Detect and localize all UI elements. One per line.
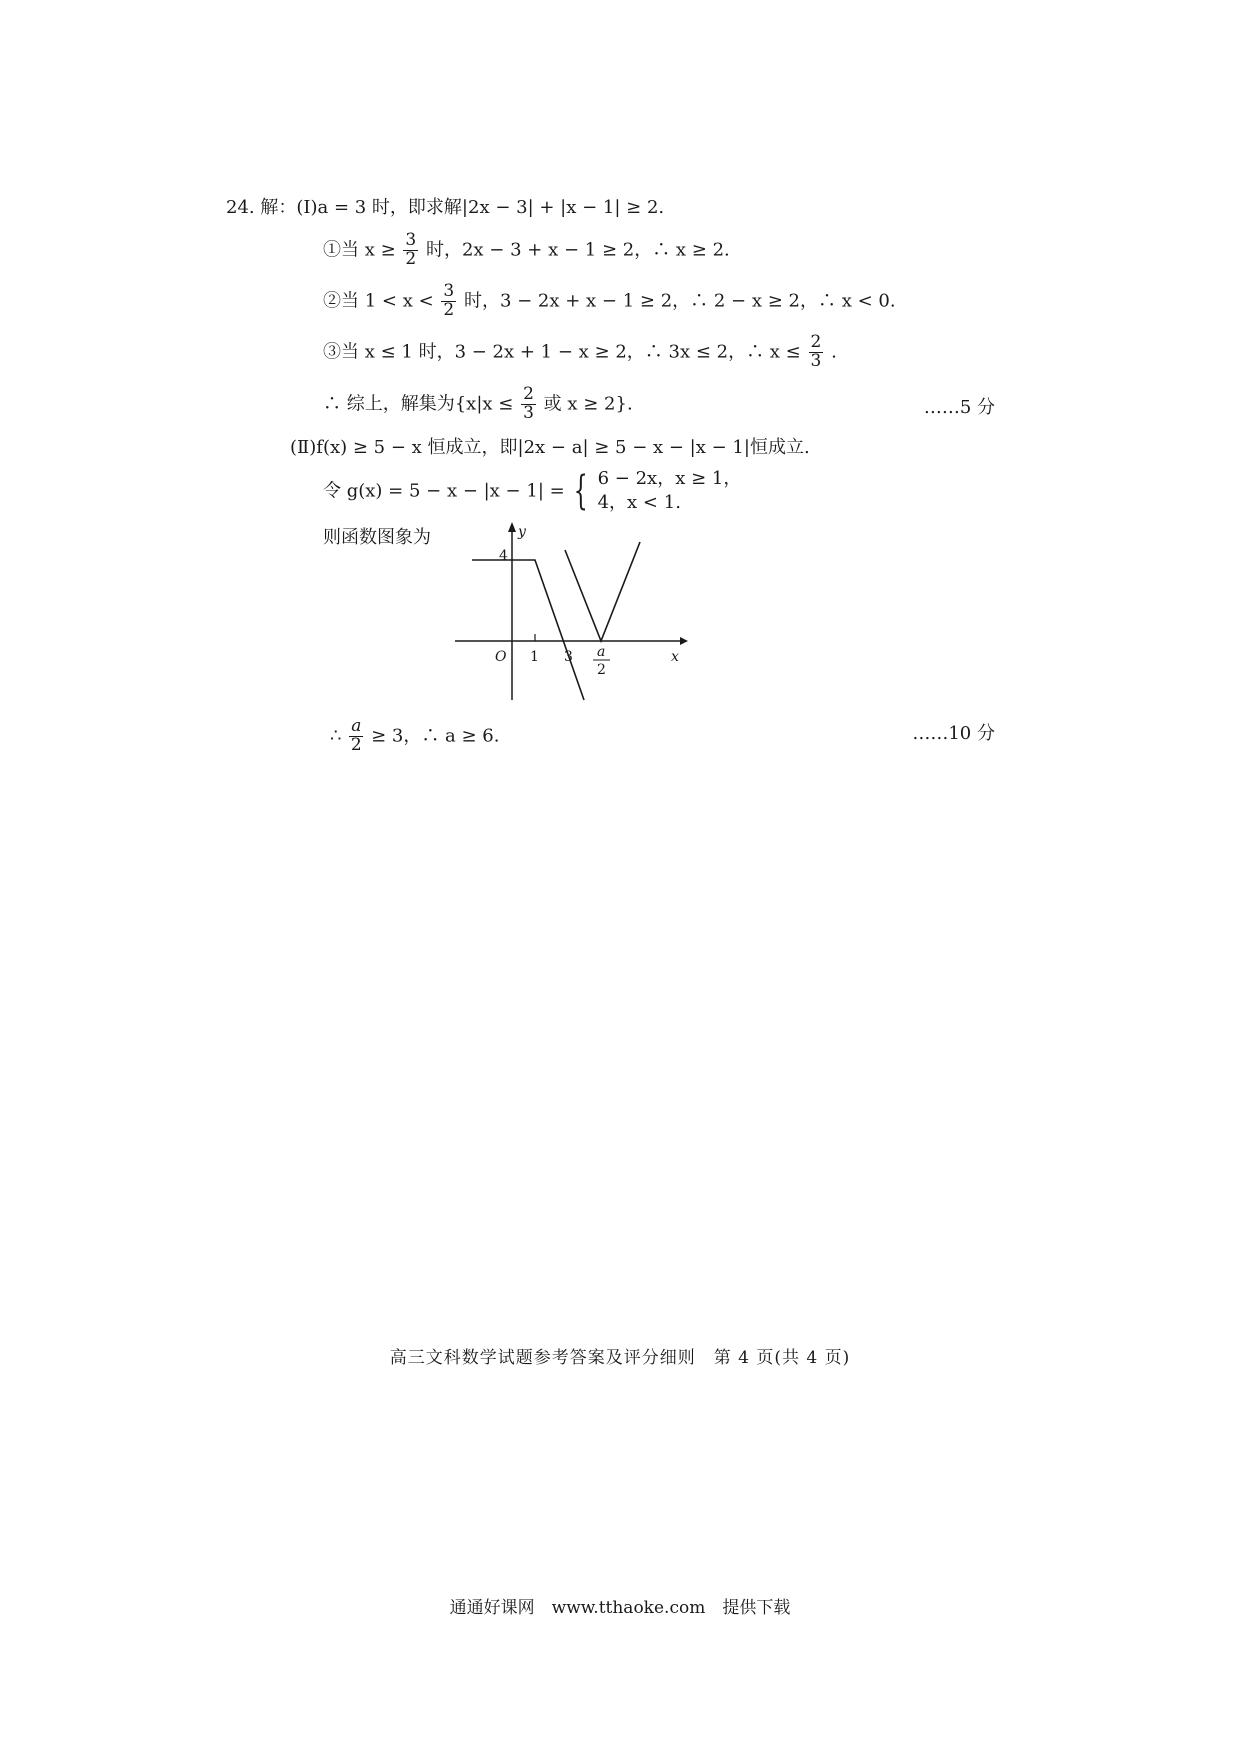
label-y: y bbox=[518, 524, 526, 540]
case-1-pre: ①当 x ≥ bbox=[323, 239, 396, 261]
summary-post: 或 x ≥ 2}. bbox=[543, 393, 633, 415]
left-brace: { bbox=[574, 468, 589, 515]
graph-intro: 则函数图象为 bbox=[323, 527, 431, 548]
x-axis-arrow bbox=[680, 637, 688, 645]
part1-heading: 24. 解：(Ⅰ)a = 3 时，即求解|2x − 3| + |x − 1| ≥ 2. bbox=[226, 197, 665, 218]
case-1 bbox=[323, 232, 730, 269]
case-1-fraction bbox=[403, 232, 418, 269]
label-origin: O bbox=[495, 649, 507, 665]
case-1-num: 3 bbox=[405, 230, 417, 250]
case-3-num: 2 bbox=[810, 332, 822, 352]
summary-fraction bbox=[521, 386, 536, 423]
part2-heading: (Ⅱ)f(x) ≥ 5 − x 恒成立，即|2x − a| ≥ 5 − x − |x − 1|恒成立. bbox=[290, 437, 810, 458]
label-x: x bbox=[671, 649, 679, 665]
summary-pre: ∴ 综上，解集为{x|x ≤ bbox=[323, 393, 514, 415]
label-2: 2 bbox=[597, 662, 606, 678]
score-5: ……5 分 bbox=[923, 397, 995, 418]
function-graph bbox=[455, 520, 685, 710]
g-case-1: 6 − 2x，x ≥ 1， bbox=[597, 468, 742, 489]
conclusion-fraction bbox=[349, 718, 363, 755]
case-1-den: 2 bbox=[405, 248, 417, 269]
case-2 bbox=[323, 283, 896, 320]
summary bbox=[323, 386, 633, 423]
case-3-fraction bbox=[809, 334, 824, 371]
summary-num: 2 bbox=[523, 384, 534, 404]
case-2-pre: ②当 1 < x < bbox=[323, 290, 434, 312]
case-3-post: . bbox=[831, 341, 837, 363]
download-watermark: 通通好课网 www.tthaoke.com 提供下载 bbox=[449, 1598, 791, 1618]
label-4: 4 bbox=[499, 548, 508, 564]
g-cases bbox=[598, 467, 742, 516]
g-case-2: 4，x < 1. bbox=[597, 492, 681, 514]
score-10: ……10 分 bbox=[912, 723, 995, 744]
case-2-num: 3 bbox=[443, 281, 455, 301]
conclusion-num: a bbox=[351, 716, 362, 736]
conclusion-den: 2 bbox=[350, 734, 362, 755]
label-1: 1 bbox=[530, 649, 539, 665]
conclusion-pre: ∴ bbox=[330, 725, 342, 747]
case-2-post: 时，3 − 2x + x − 1 ≥ 2，∴ 2 − x ≥ 2，∴ x < 0. bbox=[463, 290, 896, 312]
case-3 bbox=[323, 334, 837, 371]
conclusion bbox=[330, 718, 499, 755]
g-definition bbox=[323, 467, 741, 516]
y-axis-arrow bbox=[508, 522, 516, 532]
g-graph bbox=[472, 560, 584, 700]
page-footer: 高三文科数学试题参考答案及评分细则 第 4 页(共 4 页) bbox=[389, 1348, 851, 1368]
case-3-den: 3 bbox=[810, 350, 822, 371]
case-1-post: 时，2x − 3 + x − 1 ≥ 2，∴ x ≥ 2. bbox=[425, 239, 730, 261]
conclusion-post: ≥ 3，∴ a ≥ 6. bbox=[371, 725, 500, 747]
abs-graph bbox=[565, 542, 640, 641]
summary-den: 3 bbox=[523, 402, 534, 423]
case-3-pre: ③当 x ≤ 1 时，3 − 2x + 1 − x ≥ 2，∴ 3x ≤ 2，∴ x ≤ bbox=[323, 341, 801, 363]
g-pre: 令 g(x) = 5 − x − |x − 1| = bbox=[323, 480, 565, 502]
label-3: 3 bbox=[564, 649, 573, 665]
label-a: a bbox=[597, 644, 606, 660]
case-2-den: 2 bbox=[443, 299, 455, 320]
case-2-fraction bbox=[441, 283, 456, 320]
